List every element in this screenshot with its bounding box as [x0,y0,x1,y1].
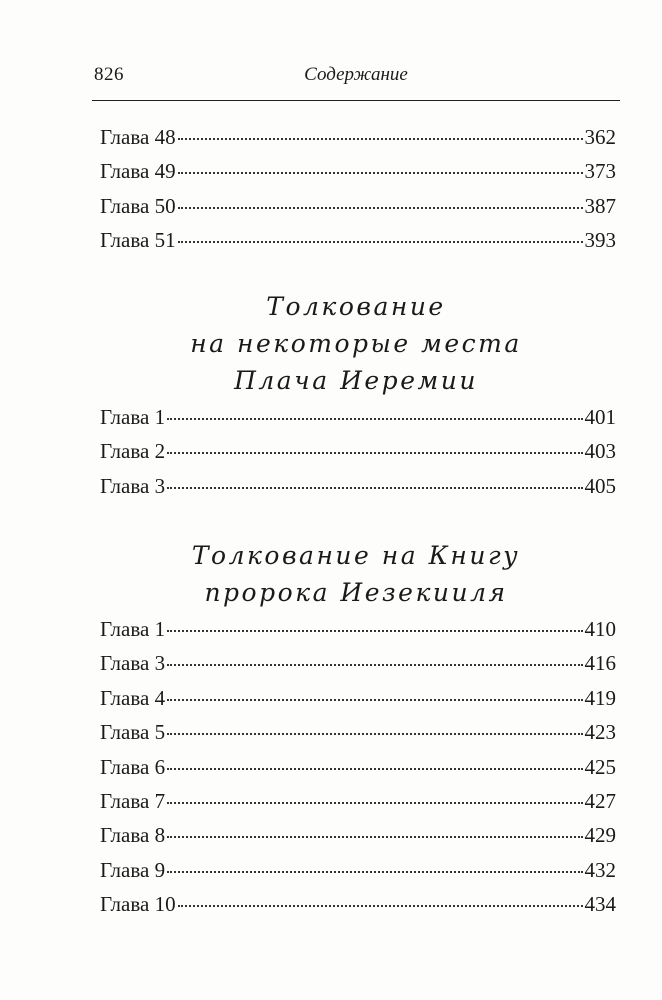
dot-leader [167,663,582,666]
section-title-line: Толкование на Книгу [191,541,521,570]
toc-list-group1 [100,120,616,258]
toc-list-ezekiel [100,612,616,922]
toc-entry[interactable] [100,434,616,468]
dot-leader [167,732,582,735]
running-title: Содержание [304,64,408,85]
toc-entry-page: 373 [584,159,616,184]
toc-entry-label: Глава 8 [100,823,166,848]
section-title-line: Плача Иеремии [234,366,478,395]
toc-entry-page: 423 [584,720,616,745]
toc-entry[interactable] [100,154,616,188]
toc-entry-label: Глава 48 [100,125,176,149]
page-header [92,62,620,101]
dot-leader [167,451,582,454]
toc-entry-label: Глава 50 [100,193,176,218]
toc-entry[interactable] [100,715,616,749]
page-number: 826 [94,64,124,85]
toc-entry-label: Глава 49 [100,159,176,184]
dot-leader [167,417,582,420]
toc-entry-page: 425 [584,754,616,779]
toc-entry[interactable] [100,818,616,852]
toc-entry[interactable] [100,681,616,715]
dot-leader [167,835,582,838]
section-title-lamentations [92,288,620,399]
toc-entry-page: 432 [584,857,616,882]
toc-entry-page: 429 [584,823,616,848]
toc-entry-page: 410 [584,617,616,641]
toc-entry-label: Глава 3 [100,651,166,676]
toc-entry[interactable] [100,750,616,784]
dot-leader [167,698,582,701]
toc-entry-label: Глава 5 [100,720,166,745]
toc-entry-label: Глава 3 [100,473,166,498]
toc-entry[interactable] [100,887,616,921]
dot-leader [167,767,582,770]
dot-leader [167,486,582,489]
toc-entry-page: 427 [584,788,616,813]
dot-leader [178,171,583,174]
section-title-line: Толкование [266,292,446,321]
section-title-ezekiel [92,537,620,611]
dot-leader [178,206,583,209]
toc-entry-label: Глава 51 [100,228,176,253]
toc-entry[interactable] [100,223,616,257]
toc-entry[interactable] [100,612,616,646]
toc-list-lamentations [100,400,616,503]
toc-entry-label: Глава 1 [100,617,166,641]
dot-leader [178,240,583,243]
toc-entry-label: Глава 10 [100,892,176,917]
toc-entry-page: 401 [584,405,616,429]
dot-leader [167,870,582,873]
toc-entry-label: Глава 7 [100,788,166,813]
toc-entry-page: 419 [584,685,616,710]
toc-entry[interactable] [100,853,616,887]
toc-entry[interactable] [100,189,616,223]
dot-leader [167,629,582,632]
toc-entry-label: Глава 2 [100,439,166,464]
toc-entry[interactable] [100,646,616,680]
toc-entry[interactable] [100,469,616,503]
toc-entry-page: 416 [584,651,616,676]
dot-leader [178,137,583,140]
dot-leader [167,801,582,804]
toc-entry-label: Глава 9 [100,857,166,882]
toc-entry-page: 362 [584,125,616,149]
toc-entry-label: Глава 6 [100,754,166,779]
toc-entry-page: 403 [584,439,616,464]
toc-entry-page: 387 [584,193,616,218]
section-title-line: пророка Иезекииля [204,578,508,607]
toc-entry-label: Глава 4 [100,685,166,710]
toc-entry-label: Глава 1 [100,405,166,429]
section-title-line: на некоторые места [190,329,522,358]
toc-entry[interactable] [100,784,616,818]
toc-entry-page: 434 [584,892,616,917]
dot-leader [178,904,583,907]
toc-entry[interactable] [100,120,616,154]
toc-entry[interactable] [100,400,616,434]
toc-entry-page: 393 [584,228,616,253]
toc-entry-page: 405 [584,473,616,498]
